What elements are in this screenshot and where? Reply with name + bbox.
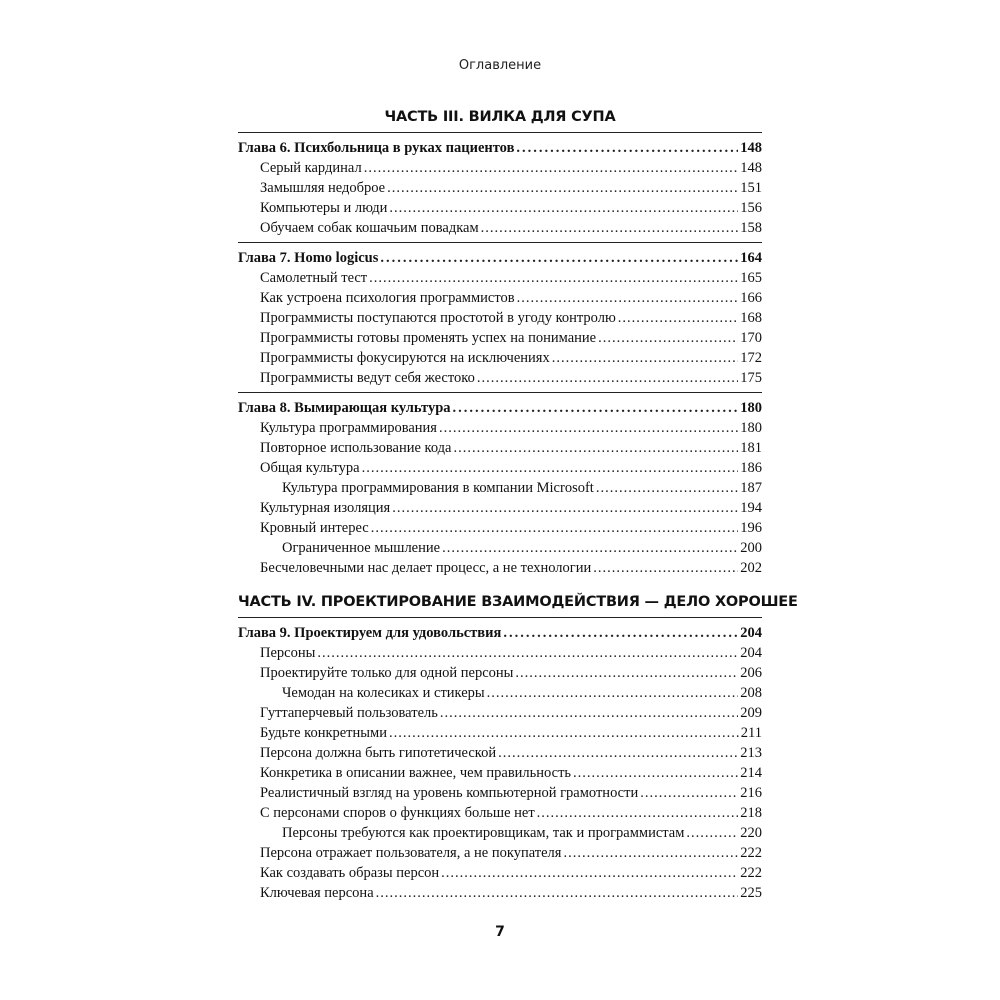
toc-entry[interactable] — [238, 663, 762, 683]
dot-leader — [371, 518, 739, 538]
page-number: 214 — [740, 765, 762, 781]
dot-leader — [563, 843, 738, 863]
toc-entry[interactable] — [238, 438, 762, 458]
dot-leader — [380, 248, 738, 268]
page-number: 222 — [740, 865, 762, 881]
entry-title: Культура программирования — [260, 420, 437, 436]
chapter-title: Глава 6. Психбольница в руках пациентов — [238, 140, 515, 156]
page-number: 216 — [740, 785, 762, 801]
dot-leader — [387, 178, 738, 198]
dot-leader — [389, 198, 738, 218]
entry-title: Персоны — [260, 645, 316, 661]
entry-title: Гуттаперчевый пользователь — [260, 705, 438, 721]
toc-entry[interactable] — [238, 458, 762, 478]
page-number: 164 — [740, 250, 762, 266]
entry-title: Компьютеры и люди — [260, 200, 388, 216]
toc-entry[interactable] — [238, 218, 762, 238]
toc-entry[interactable] — [238, 158, 762, 178]
entry-title: Программисты готовы променять успех на понимание — [260, 330, 597, 346]
dot-leader — [477, 368, 738, 388]
dot-leader — [376, 883, 739, 903]
toc-entry[interactable] — [238, 308, 762, 328]
page-number: 213 — [740, 745, 762, 761]
toc-entry[interactable] — [238, 863, 762, 883]
entry-title: Ключевая персона — [260, 885, 374, 901]
dot-leader — [498, 743, 738, 763]
toc-subentry[interactable] — [238, 538, 762, 558]
entry-title: Программисты ведут себя жестоко — [260, 370, 475, 386]
section-rule — [238, 617, 762, 618]
toc-entry[interactable] — [238, 643, 762, 663]
toc-entry[interactable] — [238, 743, 762, 763]
entry-title: Программисты фокусируются на исключениях — [260, 350, 550, 366]
toc-subentry[interactable] — [238, 683, 762, 703]
toc-entry[interactable] — [238, 703, 762, 723]
toc-entry[interactable] — [238, 783, 762, 803]
entry-title: Персоны требуются как проектировщикам, так и программистам — [282, 825, 685, 841]
toc-chapter-9[interactable] — [238, 623, 762, 643]
dot-leader — [439, 418, 738, 438]
entry-title: Кровный интерес — [260, 520, 369, 536]
dot-leader — [618, 308, 738, 328]
toc-entry[interactable] — [238, 803, 762, 823]
section-rule — [238, 132, 762, 133]
toc-entry[interactable] — [238, 328, 762, 348]
dot-leader — [453, 398, 739, 418]
section-rule — [238, 392, 762, 393]
dot-leader — [442, 538, 738, 558]
dot-leader — [369, 268, 738, 288]
page-number: 148 — [740, 160, 762, 176]
entry-title: Бесчеловечными нас делает процесс, а не технологии — [260, 560, 592, 576]
dot-leader — [481, 218, 739, 238]
running-head: Оглавление — [458, 58, 542, 73]
page-number: 148 — [740, 140, 762, 156]
entry-title: Обучаем собак кошачьим повадкам — [260, 220, 479, 236]
entry-title: Конкретика в описании важнее, чем правильность — [260, 765, 572, 781]
toc-subentry[interactable] — [238, 823, 762, 843]
page-number: 209 — [740, 705, 762, 721]
page-number: 200 — [740, 540, 762, 556]
toc-subentry[interactable] — [238, 478, 762, 498]
dot-leader — [364, 158, 739, 178]
toc-entry[interactable] — [238, 288, 762, 308]
page-number: 172 — [740, 350, 762, 366]
chapter-title: Глава 9. Проектируем для удовольствия — [238, 625, 502, 641]
page-number: 206 — [740, 665, 762, 681]
page-number: 165 — [740, 270, 762, 286]
dot-leader — [392, 498, 738, 518]
page-number: 180 — [740, 400, 762, 416]
page-number: 175 — [740, 370, 762, 386]
page-number: 204 — [740, 645, 762, 661]
dot-leader — [453, 438, 738, 458]
dot-leader — [441, 863, 738, 883]
page-number: 158 — [740, 220, 762, 236]
page-number: 211 — [740, 725, 762, 741]
page-number: 202 — [740, 560, 762, 576]
toc-entry[interactable] — [238, 268, 762, 288]
page-number: 156 — [740, 200, 762, 216]
toc-entry[interactable] — [238, 843, 762, 863]
entry-title: Проектируйте только для одной персоны — [260, 665, 514, 681]
toc-entry[interactable] — [238, 558, 762, 578]
entry-title: Общая культура — [260, 460, 360, 476]
page-number: 196 — [740, 520, 762, 536]
dot-leader — [515, 663, 738, 683]
chapter-title: Глава 8. Вымирающая культура — [238, 400, 451, 416]
dot-leader — [440, 703, 738, 723]
part-title: ЧАСТЬ III. ВИЛКА ДЛЯ СУПА — [384, 109, 616, 125]
entry-title: Культурная изоляция — [260, 500, 391, 516]
page-number: 218 — [740, 805, 762, 821]
page-number-footer: 7 — [495, 924, 505, 940]
page-number: 222 — [740, 845, 762, 861]
entry-title: Серый кардинал — [260, 160, 362, 176]
toc-chapter-7[interactable] — [238, 248, 762, 268]
dot-leader — [317, 643, 738, 663]
dot-leader — [517, 288, 739, 308]
entry-title: Как создавать образы персон — [260, 865, 440, 881]
entry-title: Чемодан на колесиках и стикеры — [282, 685, 485, 701]
entry-title: Самолетный тест — [260, 270, 368, 286]
page-number: 186 — [740, 460, 762, 476]
toc-entry[interactable] — [238, 723, 762, 743]
page-number: 180 — [740, 420, 762, 436]
dot-leader — [487, 683, 739, 703]
page-number: 181 — [740, 440, 762, 456]
entry-title: Будьте конкретными — [260, 725, 387, 741]
toc-entry[interactable] — [238, 418, 762, 438]
entry-title: Персона должна быть гипотетической — [260, 745, 497, 761]
toc-entry[interactable] — [238, 348, 762, 368]
dot-leader — [389, 723, 739, 743]
entry-title: Замышляя недоброе — [260, 180, 386, 196]
entry-title: Культура программирования в компании Microsoft — [282, 480, 594, 496]
page-number: 151 — [740, 180, 762, 196]
dot-leader — [686, 823, 738, 843]
page-number: 220 — [740, 825, 762, 841]
page-number: 208 — [740, 685, 762, 701]
part-title: ЧАСТЬ IV. ПРОЕКТИРОВАНИЕ ВЗАИМОДЕЙСТВИЯ — ДЕЛО ХОРОШЕЕ — [238, 594, 798, 610]
toc-entry[interactable] — [238, 883, 762, 903]
entry-title: Как устроена психология программистов — [260, 290, 515, 306]
dot-leader — [552, 348, 739, 368]
dot-leader — [596, 478, 738, 498]
entry-title: Персона отражает пользователя, а не покупателя — [260, 845, 562, 861]
toc-entry[interactable] — [238, 763, 762, 783]
table-of-contents — [238, 106, 798, 903]
entry-title: Реалистичный взгляд на уровень компьютерной грамотности — [260, 785, 639, 801]
toc-entry[interactable] — [238, 178, 762, 198]
dot-leader — [593, 558, 738, 578]
page-number: 168 — [740, 310, 762, 326]
dot-leader — [573, 763, 738, 783]
entry-title: Повторное использование кода — [260, 440, 452, 456]
page-number: 166 — [740, 290, 762, 306]
toc-entry[interactable] — [238, 368, 762, 388]
dot-leader — [598, 328, 738, 348]
page-number: 187 — [740, 480, 762, 496]
page-number: 194 — [740, 500, 762, 516]
chapter-title: Глава 7. Homo logicus — [238, 250, 379, 266]
dot-leader — [640, 783, 738, 803]
toc-chapter-6[interactable] — [238, 138, 762, 158]
toc-entry[interactable] — [238, 518, 762, 538]
dot-leader — [516, 138, 738, 158]
toc-chapter-8[interactable] — [238, 398, 762, 418]
entry-title: С персонами споров о функциях больше нет — [260, 805, 535, 821]
toc-entry[interactable] — [238, 498, 762, 518]
entry-title: Ограниченное мышление — [282, 540, 441, 556]
page-number: 204 — [740, 625, 762, 641]
page-number: 170 — [740, 330, 762, 346]
entry-title: Программисты поступаются простотой в угоду контролю — [260, 310, 616, 326]
page-number: 225 — [740, 885, 762, 901]
section-rule — [238, 242, 762, 243]
toc-entry[interactable] — [238, 198, 762, 218]
dot-leader — [537, 803, 739, 823]
dot-leader — [503, 623, 738, 643]
dot-leader — [362, 458, 739, 478]
